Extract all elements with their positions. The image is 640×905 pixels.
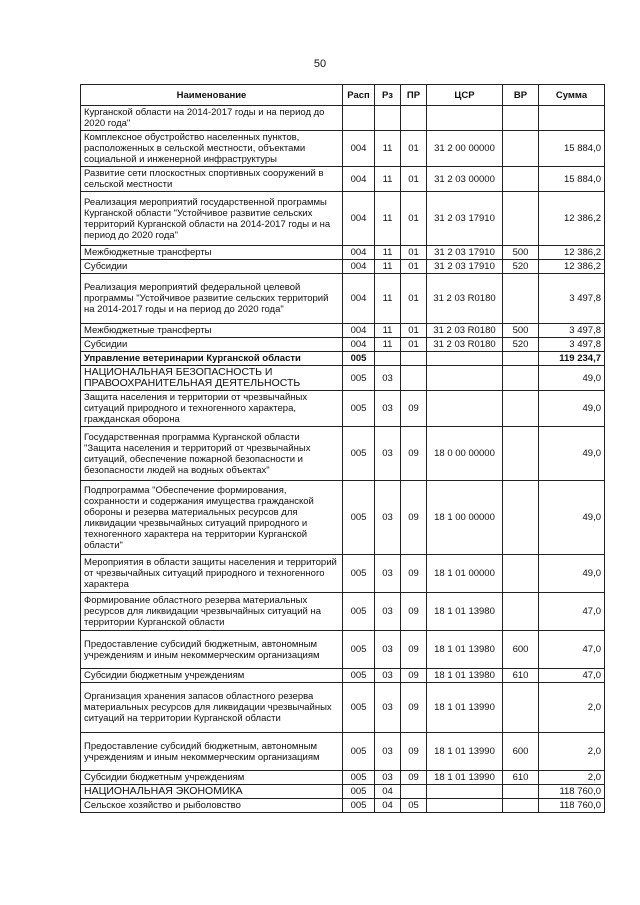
table-row <box>81 593 605 631</box>
cell-pr <box>401 106 427 131</box>
table-row <box>81 733 605 771</box>
cell-rz: 11 <box>375 338 401 352</box>
cell-vr: 600 <box>503 631 539 669</box>
table-row <box>81 338 605 352</box>
table-row <box>81 669 605 683</box>
cell-rasp: 005 <box>343 427 375 481</box>
cell-rz <box>375 352 401 366</box>
cell-csr: 31 2 03 R0180 <box>427 324 503 338</box>
cell-rasp: 005 <box>343 733 375 771</box>
cell-rasp <box>343 106 375 131</box>
cell-rz: 11 <box>375 260 401 274</box>
cell-rasp: 005 <box>343 785 375 799</box>
cell-vr: 600 <box>503 733 539 771</box>
cell-name: Сельское хозяйство и рыболовство <box>81 799 343 813</box>
cell-rasp: 005 <box>343 593 375 631</box>
table-row <box>81 771 605 785</box>
cell-name: Предоставление субсидий бюджетным, автономным учреждениям и иным некоммерческим организациям <box>81 631 343 669</box>
cell-sum: 47,0 <box>539 669 605 683</box>
table-row <box>81 106 605 131</box>
cell-pr: 01 <box>401 167 427 192</box>
cell-rz: 03 <box>375 391 401 427</box>
table-row <box>81 427 605 481</box>
cell-sum: 15 884,0 <box>539 167 605 192</box>
cell-sum: 49,0 <box>539 555 605 593</box>
cell-pr: 01 <box>401 274 427 324</box>
cell-csr: 31 2 03 17910 <box>427 192 503 246</box>
table-row <box>81 192 605 246</box>
table-row <box>81 366 605 391</box>
cell-csr: 18 1 01 13990 <box>427 771 503 785</box>
cell-vr: 500 <box>503 324 539 338</box>
cell-csr: 18 1 01 13980 <box>427 631 503 669</box>
cell-vr: 520 <box>503 338 539 352</box>
table-row <box>81 555 605 593</box>
cell-rz: 03 <box>375 669 401 683</box>
table-row <box>81 631 605 669</box>
cell-sum: 118 760,0 <box>539 799 605 813</box>
cell-pr: 09 <box>401 631 427 669</box>
cell-pr: 05 <box>401 799 427 813</box>
cell-pr: 09 <box>401 669 427 683</box>
cell-name: НАЦИОНАЛЬНАЯ ЭКОНОМИКА <box>81 785 343 799</box>
cell-rz: 03 <box>375 427 401 481</box>
table-row <box>81 260 605 274</box>
cell-vr: 610 <box>503 669 539 683</box>
cell-csr: 31 2 03 R0180 <box>427 338 503 352</box>
cell-csr: 18 1 01 13980 <box>427 593 503 631</box>
cell-csr: 18 1 01 13990 <box>427 733 503 771</box>
header-pr: ПР <box>401 85 427 106</box>
cell-csr: 18 0 00 00000 <box>427 427 503 481</box>
cell-name: Субсидии бюджетным учреждениям <box>81 771 343 785</box>
cell-pr: 01 <box>401 324 427 338</box>
cell-name: Субсидии <box>81 260 343 274</box>
cell-rasp: 004 <box>343 192 375 246</box>
cell-csr: 31 2 00 00000 <box>427 131 503 167</box>
cell-csr: 31 2 03 17910 <box>427 246 503 260</box>
cell-rz: 03 <box>375 771 401 785</box>
cell-pr: 09 <box>401 771 427 785</box>
cell-vr <box>503 555 539 593</box>
cell-name: Подпрограмма "Обеспечение формирования, сохранности и содержания имущества гражданской обороны и резерва материальных ресурсов для ликвидации чрезвычайных ситуаций природного и техногенного характера на территории Курганской области" <box>81 481 343 555</box>
cell-vr <box>503 366 539 391</box>
table-row <box>81 785 605 799</box>
table-row <box>81 324 605 338</box>
cell-sum: 2,0 <box>539 771 605 785</box>
budget-table <box>80 84 605 813</box>
cell-name: Реализация мероприятий государственной программы Курганской области "Устойчивое развитие сельских территорий Курганской области на 2014-2017 годы и на период до 2020 года" <box>81 192 343 246</box>
cell-rasp: 004 <box>343 338 375 352</box>
cell-name: Субсидии бюджетным учреждениям <box>81 669 343 683</box>
cell-pr: 09 <box>401 733 427 771</box>
table-row <box>81 352 605 366</box>
cell-vr <box>503 192 539 246</box>
cell-pr: 09 <box>401 427 427 481</box>
cell-rasp: 005 <box>343 352 375 366</box>
cell-name: Защита населения и территории от чрезвычайных ситуаций природного и техногенного характера, гражданская оборона <box>81 391 343 427</box>
cell-name: Развитие сети плоскостных спортивных сооружений в сельской местности <box>81 167 343 192</box>
cell-name: Мероприятия в области защиты населения и территорий от чрезвычайных ситуаций природного и техногенного характера <box>81 555 343 593</box>
cell-csr: 18 1 00 00000 <box>427 481 503 555</box>
cell-rasp: 005 <box>343 771 375 785</box>
header-rz: Рз <box>375 85 401 106</box>
table-header-row <box>81 85 605 106</box>
cell-sum: 49,0 <box>539 481 605 555</box>
cell-sum: 15 884,0 <box>539 131 605 167</box>
cell-csr: 18 1 01 13980 <box>427 669 503 683</box>
cell-vr <box>503 131 539 167</box>
cell-rasp: 005 <box>343 631 375 669</box>
cell-pr <box>401 785 427 799</box>
header-csr: ЦСР <box>427 85 503 106</box>
cell-rasp: 005 <box>343 555 375 593</box>
cell-sum: 49,0 <box>539 427 605 481</box>
table-row <box>81 481 605 555</box>
cell-rz: 11 <box>375 246 401 260</box>
header-vr: ВР <box>503 85 539 106</box>
cell-rasp: 005 <box>343 481 375 555</box>
cell-vr: 500 <box>503 246 539 260</box>
cell-rz: 04 <box>375 785 401 799</box>
cell-rz: 03 <box>375 593 401 631</box>
cell-vr <box>503 683 539 733</box>
cell-pr: 09 <box>401 555 427 593</box>
table-row <box>81 167 605 192</box>
cell-name: Организация хранения запасов областного резерва материальных ресурсов для ликвидации чрезвычайных ситуаций на территории Курганской области <box>81 683 343 733</box>
cell-name: Управление ветеринарии Курганской области <box>81 352 343 366</box>
cell-rz: 03 <box>375 683 401 733</box>
cell-rasp: 004 <box>343 246 375 260</box>
cell-rz <box>375 106 401 131</box>
cell-sum: 119 234,7 <box>539 352 605 366</box>
cell-sum: 47,0 <box>539 631 605 669</box>
page-number: 50 <box>313 58 327 70</box>
cell-rz: 03 <box>375 631 401 669</box>
cell-sum: 49,0 <box>539 366 605 391</box>
cell-name: Формирование областного резерва материальных ресурсов для ликвидации чрезвычайных ситуаций на территории Курганской области <box>81 593 343 631</box>
cell-vr <box>503 274 539 324</box>
cell-rz: 03 <box>375 733 401 771</box>
cell-csr <box>427 106 503 131</box>
cell-rasp: 004 <box>343 167 375 192</box>
cell-name: Комплексное обустройство населенных пунктов, расположенных в сельской местности, объектами социальной и инженерной инфраструктуры <box>81 131 343 167</box>
cell-vr <box>503 427 539 481</box>
cell-sum: 2,0 <box>539 683 605 733</box>
cell-sum: 47,0 <box>539 593 605 631</box>
cell-csr: 18 1 01 00000 <box>427 555 503 593</box>
cell-rz: 03 <box>375 555 401 593</box>
header-name: Наименование <box>81 85 343 106</box>
cell-sum <box>539 106 605 131</box>
table-row <box>81 246 605 260</box>
cell-sum: 12 386,2 <box>539 246 605 260</box>
cell-sum: 3 497,8 <box>539 338 605 352</box>
cell-rasp: 005 <box>343 799 375 813</box>
cell-rasp: 005 <box>343 391 375 427</box>
cell-csr <box>427 366 503 391</box>
cell-csr: 18 1 01 13990 <box>427 683 503 733</box>
table-row <box>81 131 605 167</box>
cell-rasp: 004 <box>343 274 375 324</box>
cell-name: Курганской области на 2014-2017 годы и на период до 2020 года" <box>81 106 343 131</box>
cell-pr: 09 <box>401 683 427 733</box>
cell-sum: 49,0 <box>539 391 605 427</box>
cell-rasp: 004 <box>343 260 375 274</box>
cell-sum: 118 760,0 <box>539 785 605 799</box>
cell-vr <box>503 785 539 799</box>
cell-name: Межбюджетные трансферты <box>81 246 343 260</box>
cell-rasp: 005 <box>343 669 375 683</box>
header-sum: Сумма <box>539 85 605 106</box>
cell-name: Реализация мероприятий федеральной целевой программы "Устойчивое развитие сельских территорий на 2014-2017 годы и на период до 2020 года" <box>81 274 343 324</box>
cell-rz: 11 <box>375 274 401 324</box>
cell-name: Предоставление субсидий бюджетным, автономным учреждениям и иным некоммерческим организациям <box>81 733 343 771</box>
cell-vr <box>503 593 539 631</box>
cell-csr <box>427 785 503 799</box>
cell-pr: 09 <box>401 391 427 427</box>
cell-csr <box>427 391 503 427</box>
cell-vr: 520 <box>503 260 539 274</box>
cell-sum: 2,0 <box>539 733 605 771</box>
cell-pr: 01 <box>401 338 427 352</box>
cell-csr <box>427 352 503 366</box>
cell-rz: 04 <box>375 799 401 813</box>
cell-vr <box>503 481 539 555</box>
table-row <box>81 274 605 324</box>
cell-sum: 12 386,2 <box>539 260 605 274</box>
cell-csr: 31 2 03 R0180 <box>427 274 503 324</box>
table-row <box>81 683 605 733</box>
cell-csr: 31 2 03 00000 <box>427 167 503 192</box>
cell-rz: 11 <box>375 167 401 192</box>
cell-rz: 11 <box>375 192 401 246</box>
cell-pr <box>401 366 427 391</box>
cell-vr <box>503 391 539 427</box>
cell-pr: 09 <box>401 593 427 631</box>
cell-rz: 11 <box>375 131 401 167</box>
table-body <box>81 106 605 813</box>
cell-rasp: 005 <box>343 366 375 391</box>
cell-csr <box>427 799 503 813</box>
cell-rz: 03 <box>375 366 401 391</box>
cell-rasp: 005 <box>343 683 375 733</box>
cell-name: Государственная программа Курганской области "Защита населения и территорий от чрезвычайных ситуаций, обеспечение пожарной безопасности и безопасности людей на водных объектах" <box>81 427 343 481</box>
cell-sum: 3 497,8 <box>539 274 605 324</box>
cell-pr: 01 <box>401 260 427 274</box>
cell-rz: 11 <box>375 324 401 338</box>
cell-rz: 03 <box>375 481 401 555</box>
cell-pr: 01 <box>401 131 427 167</box>
cell-rasp: 004 <box>343 131 375 167</box>
cell-csr: 31 2 03 17910 <box>427 260 503 274</box>
cell-name: Межбюджетные трансферты <box>81 324 343 338</box>
header-rasp: Расп <box>343 85 375 106</box>
cell-pr: 01 <box>401 192 427 246</box>
cell-pr <box>401 352 427 366</box>
cell-vr <box>503 352 539 366</box>
cell-pr: 09 <box>401 481 427 555</box>
cell-sum: 12 386,2 <box>539 192 605 246</box>
cell-vr <box>503 167 539 192</box>
cell-vr <box>503 799 539 813</box>
cell-rasp: 004 <box>343 324 375 338</box>
cell-vr <box>503 106 539 131</box>
cell-vr: 610 <box>503 771 539 785</box>
cell-pr: 01 <box>401 246 427 260</box>
table-row <box>81 391 605 427</box>
cell-sum: 3 497,8 <box>539 324 605 338</box>
cell-name: Субсидии <box>81 338 343 352</box>
table-row <box>81 799 605 813</box>
cell-name: НАЦИОНАЛЬНАЯ БЕЗОПАСНОСТЬ И ПРАВООХРАНИТЕЛЬНАЯ ДЕЯТЕЛЬНОСТЬ <box>81 366 343 391</box>
